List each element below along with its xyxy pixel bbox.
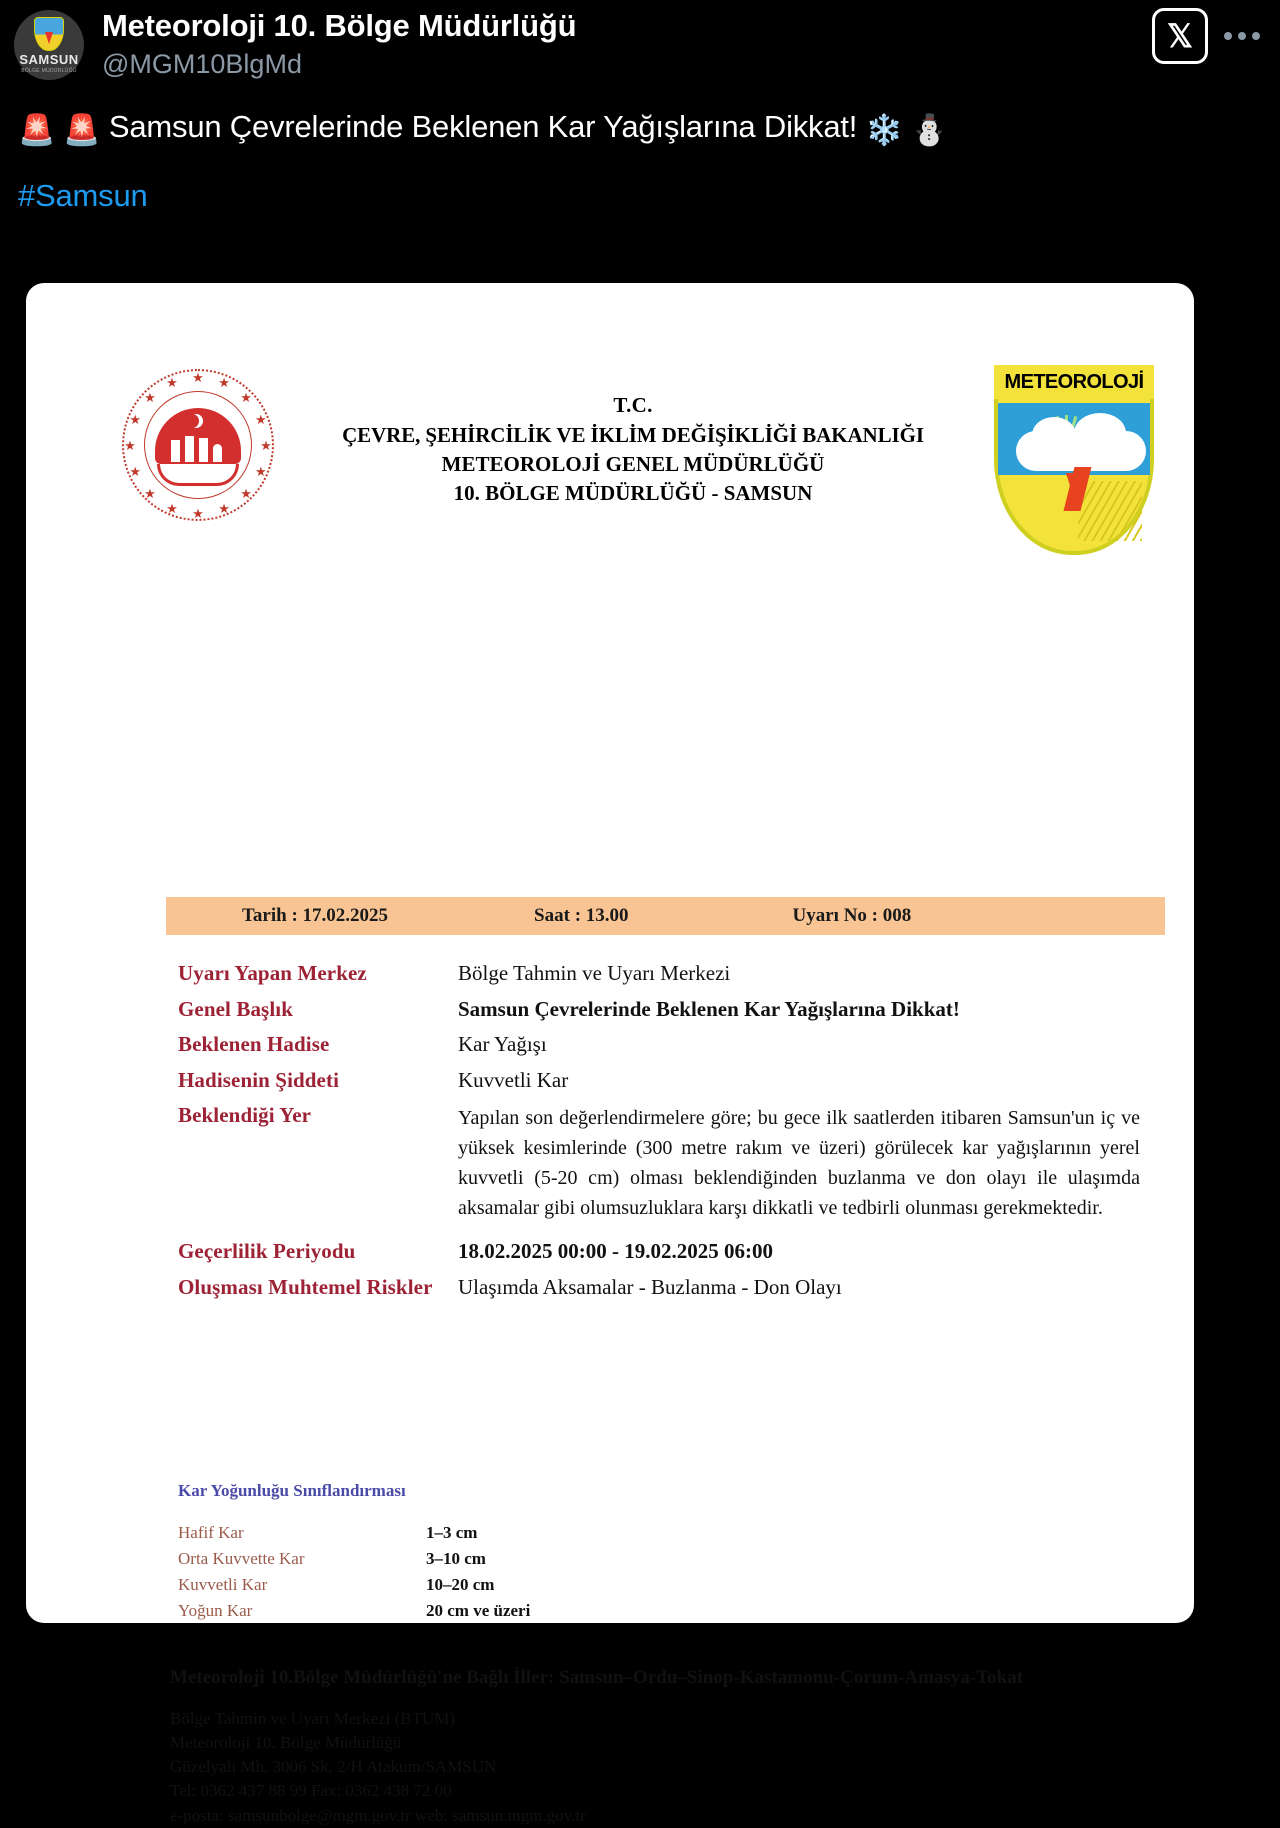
avatar-sub-text: BÖLGE MÜDÜRLÜĞÜ (21, 68, 77, 74)
classification-row (178, 1549, 698, 1569)
classification-name: Hafif Kar (178, 1523, 244, 1542)
dot-1 (1224, 32, 1232, 40)
ministry-emblem-icon (114, 361, 282, 529)
letterhead-line-1: T.C. (613, 393, 653, 417)
classification-value: 20 cm ve üzeri (426, 1601, 531, 1620)
emblem-star-icon: ★ (166, 374, 178, 390)
emblem-star-icon: ★ (124, 437, 136, 453)
field-label: Beklenen Hadise (178, 1032, 330, 1057)
letterhead-line-4: 10. BÖLGE MÜDÜRLÜĞÜ - SAMSUN (453, 481, 813, 505)
field-value: Kuvvetli Kar (458, 1067, 569, 1092)
more-options-icon[interactable] (1224, 32, 1266, 40)
classification-name: Kuvvetli Kar (178, 1575, 268, 1594)
tweet-header (0, 0, 1280, 98)
emblem-star-icon: ★ (129, 463, 142, 479)
field-label: Beklendiği Yer (178, 1103, 312, 1128)
footer-address-line: Meteoroloji 10. Bölge Müdürlüğü (170, 1733, 402, 1753)
classification-title: Kar Yoğunluğu Sınıflandırması (178, 1481, 406, 1500)
footer-provinces: Meteoroloji 10.Bölge Müdürlüğü'ne Bağlı İller: Samsun–Ordu–Sinop-Kastamonu-Çorum-Amasya-Tokat (170, 1667, 1023, 1688)
letterhead-line-3: METEOROLOJİ GENEL MÜDÜRLÜĞÜ (441, 452, 825, 476)
emblem-star-icon: ★ (166, 500, 178, 516)
emblem-star-icon: ★ (192, 505, 204, 521)
emblem-star-icon: ★ (240, 389, 252, 405)
tweet-text (0, 98, 1280, 152)
field-row (178, 961, 1168, 987)
field-label: Uyarı Yapan Merkez (178, 961, 367, 985)
field-row-validity (178, 1239, 1168, 1265)
emblem-star-icon: ★ (254, 463, 267, 479)
field-value: 18.02.2025 00:00 - 19.02.2025 06:00 (458, 1239, 773, 1264)
account-handle[interactable]: @MGM10BlgMd (102, 48, 302, 79)
avatar-shield-icon (34, 17, 64, 51)
classification-value: 10–20 cm (426, 1575, 495, 1594)
emblem-star-icon: ★ (192, 369, 204, 385)
field-value: Samsun Çevrelerinde Beklenen Kar Yağışlarına Dikkat! (458, 996, 960, 1021)
emblem-star-icon: ★ (218, 500, 230, 516)
classification-name: Orta Kuvvette Kar (178, 1549, 305, 1568)
footer-address (170, 1707, 586, 1828)
header-actions (1152, 8, 1266, 64)
field-label: Hadisenin Şiddeti (178, 1067, 340, 1092)
letterhead-line-2: ÇEVRE, ŞEHİRCİLİK VE İKLİM DEĞİŞİKLİĞİ BAKANLIĞI (342, 423, 924, 447)
classification-table (178, 1523, 698, 1627)
footer-address-line: Tel: 0362 437 88 99 Fax: 0362 438 72 00 (170, 1781, 452, 1801)
document-letterhead (26, 283, 1194, 555)
x-logo-icon[interactable]: 𝕏 (1152, 8, 1208, 64)
footer-address-line: e-posta: samsunbolge@mgm.gov.tr web: samsun.mgm.gov.tr (170, 1805, 586, 1825)
field-row-risks (178, 1275, 1168, 1301)
band-time: Saat : 13.00 (534, 905, 629, 926)
classification-name: Yoğun Kar (178, 1601, 253, 1620)
dot-3 (1252, 32, 1260, 40)
document-info-band (166, 897, 1165, 935)
field-row (178, 997, 1168, 1023)
field-row (178, 1032, 1168, 1058)
avatar-name-text: SAMSUN (19, 52, 79, 67)
classification-value: 1–3 cm (426, 1523, 478, 1542)
tweet-body-text: Samsun Çevrelerinde Beklenen Kar Yağışlarına Dikkat! (108, 109, 858, 144)
classification-row (178, 1523, 698, 1543)
account-display-name: Meteoroloji 10. Bölge Müdürlüğü (102, 8, 577, 43)
footer-address-line: Güzelyalı Mh. 3006 Sk. 2/H Atakum/SAMSUN (170, 1757, 497, 1777)
band-warning-number: Uyarı No : 008 (792, 905, 912, 926)
emblem-star-icon: ★ (240, 485, 252, 501)
classification-row (178, 1575, 698, 1595)
meteoroloji-shield-logo-icon (994, 365, 1154, 555)
avatar[interactable] (14, 10, 84, 80)
emblem-star-icon: ★ (254, 411, 267, 427)
classification-value: 3–10 cm (426, 1549, 486, 1568)
emblem-star-icon: ★ (144, 389, 156, 405)
classification-row (178, 1601, 698, 1621)
emblem-star-icon: ★ (218, 374, 230, 390)
document-fields (178, 961, 1168, 1311)
dot-2 (1238, 32, 1246, 40)
field-label: Genel Başlık (178, 996, 293, 1021)
field-row-location (178, 1103, 1168, 1223)
field-row (178, 1068, 1168, 1094)
shield-label: METEOROLOJİ (994, 365, 1154, 399)
field-value: Kar Yağışı (458, 1032, 547, 1057)
rotating-light-emoji: 🚨 🚨 (18, 114, 101, 147)
emblem-star-icon: ★ (129, 411, 142, 427)
letterhead-title-block (272, 361, 994, 506)
field-label: Oluşması Muhtemel Riskler (178, 1275, 433, 1300)
emblem-star-icon: ★ (144, 485, 156, 501)
attached-document-image[interactable] (26, 283, 1194, 1825)
band-date: Tarih : 17.02.2025 (242, 905, 389, 926)
field-value: Bölge Tahmin ve Uyarı Merkezi (458, 961, 731, 985)
field-paragraph: Yapılan son değerlendirmelere göre; bu gece ilk saatlerden itibaren Samsun'un iç ve yüksek kesimlerinde (300 metre rakım ve üzeri) görülecek kar yağışlarının yerel kuvvetli (5-20 cm) olması beklendiğinden buzlanma ve don olayı ile ulaşımda aksamalar gibi olumsuzluklara karşı dikkatli ve tedbirli olunması gerekmektedir. (458, 1107, 1140, 1220)
field-value: Ulaşımda Aksamalar - Buzlanma - Don Olayı (458, 1275, 842, 1300)
account-names (102, 6, 576, 80)
footer-address-line: Bölge Tahmin ve Uyarı Merkezi (BTUM) (170, 1709, 456, 1728)
hashtag-samsun[interactable]: #Samsun (18, 177, 148, 213)
field-label: Geçerlilik Periyodu (178, 1239, 356, 1264)
emblem-star-icon: ★ (260, 437, 272, 453)
snowflake-snowman-emoji: ❄️ ⛄ (865, 114, 949, 147)
